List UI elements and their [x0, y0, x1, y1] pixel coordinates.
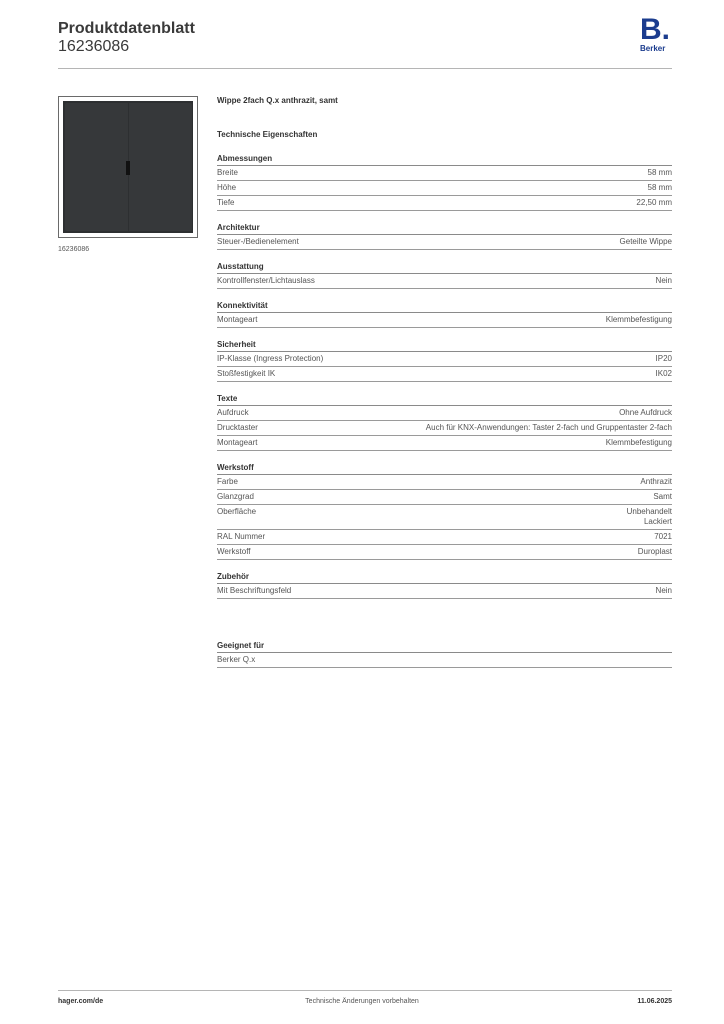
spec-label: Glanzgrad — [217, 492, 254, 501]
section-title: Texte — [217, 392, 672, 406]
spec-value-text: Anthrazit — [640, 477, 672, 486]
footer-center-text: Technische Änderungen vorbehalten — [305, 998, 419, 1005]
product-name: Wippe 2fach Q.x anthrazit, samt — [217, 96, 338, 105]
spec-value — [648, 183, 672, 193]
spec-label: Tiefe — [217, 198, 235, 207]
spec-value — [606, 315, 672, 325]
spec-label: Aufdruck — [217, 408, 249, 417]
spec-label: Farbe — [217, 477, 238, 486]
spec-sections — [217, 152, 672, 599]
spec-row — [217, 274, 672, 289]
spec-row — [217, 653, 672, 668]
spec-label: IP-Klasse (Ingress Protection) — [217, 354, 324, 363]
spec-value — [656, 276, 672, 286]
spec-value — [619, 408, 672, 418]
spec-value-text: 58 mm — [647, 183, 672, 192]
spec-value-text: 7021 — [654, 532, 672, 541]
spec-value — [627, 507, 672, 527]
spec-label: Steuer-/Bedienelement — [217, 237, 299, 246]
footer-date: 11.06.2025 — [637, 998, 672, 1005]
tech-heading: Technische Eigenschaften — [217, 130, 318, 139]
spec-row — [217, 475, 672, 490]
spec-row — [217, 406, 672, 421]
spec-label: Mit Beschriftungsfeld — [217, 586, 292, 595]
footer-divider — [58, 990, 672, 991]
section-title: Abmessungen — [217, 152, 672, 166]
spec-row — [217, 436, 672, 451]
section-title: Geeignet für — [217, 639, 672, 653]
spec-value-text: Nein — [655, 276, 672, 285]
footer-link[interactable]: hager.com/de — [58, 998, 104, 1005]
section-title: Ausstattung — [217, 260, 672, 274]
spec-label: Stoßfestigkeit IK — [217, 369, 276, 378]
spec-section — [217, 570, 672, 599]
spec-row — [217, 584, 672, 599]
spec-value-text: Auch für KNX-Anwendungen: Taster 2-fach und Gruppentaster 2-fach — [425, 423, 672, 432]
spec-label: Kontrollfenster/Lichtauslass — [217, 276, 315, 285]
suitable-section — [217, 639, 672, 668]
spec-value-text: IP20 — [655, 354, 672, 363]
spec-value-text: 22,50 mm — [636, 198, 672, 207]
spec-row — [217, 352, 672, 367]
spec-row — [217, 235, 672, 250]
spec-value — [656, 354, 672, 364]
spec-label: Werkstoff — [217, 547, 251, 556]
spec-row — [217, 530, 672, 545]
spec-label: Höhe — [217, 183, 237, 192]
section-title: Zubehör — [217, 570, 672, 584]
spec-label: Montageart — [217, 315, 258, 324]
spec-value — [656, 586, 672, 596]
spec-row — [217, 313, 672, 328]
spec-row — [217, 181, 672, 196]
product-image — [58, 96, 198, 238]
spec-section — [217, 392, 672, 451]
spec-value — [638, 547, 672, 557]
spec-value-text: Geteilte Wippe — [619, 237, 672, 246]
spec-value-text: IK02 — [655, 369, 672, 378]
double-rocker-switch-icon — [63, 101, 193, 233]
article-number: 16236086 — [58, 38, 130, 55]
logo-text: Berker — [640, 44, 666, 53]
spec-section — [217, 221, 672, 250]
spec-value — [426, 423, 672, 433]
spec-section — [217, 299, 672, 328]
spec-section — [217, 152, 672, 211]
spec-value-text: Duroplast — [637, 547, 672, 556]
spec-row — [217, 166, 672, 181]
spec-value-text: Lackiert — [643, 517, 672, 526]
spec-value-text: 58 mm — [647, 168, 672, 177]
spec-label: Montageart — [217, 438, 258, 447]
spec-value-text: Unbehandelt — [626, 507, 672, 516]
spec-row — [217, 545, 672, 560]
spec-row — [217, 367, 672, 382]
spec-row — [217, 196, 672, 211]
spec-content — [217, 94, 672, 668]
spec-row — [217, 490, 672, 505]
rocker-right — [129, 103, 192, 231]
spec-label: Breite — [217, 168, 238, 177]
spec-label: Oberfläche — [217, 507, 257, 516]
image-caption: 16236086 — [58, 246, 90, 253]
spec-value-text: Klemmbefestigung — [605, 315, 672, 324]
spec-label: Drucktaster — [217, 423, 258, 432]
spec-value-text: Klemmbefestigung — [605, 438, 672, 447]
spec-value — [606, 438, 672, 448]
spec-label: Berker Q.x — [217, 655, 256, 664]
page-title: Produktdatenblatt — [58, 20, 195, 37]
spec-value — [648, 168, 672, 178]
section-title: Sicherheit — [217, 338, 672, 352]
spec-value — [640, 477, 672, 487]
spec-value — [620, 237, 672, 247]
section-title: Architektur — [217, 221, 672, 235]
spec-value — [654, 532, 672, 542]
rocker-left — [65, 103, 128, 231]
header-divider — [58, 68, 672, 69]
spec-section — [217, 461, 672, 560]
spec-section — [217, 260, 672, 289]
logo-letter: B. — [640, 13, 670, 46]
spec-value — [653, 492, 672, 502]
berker-logo — [640, 13, 676, 56]
spec-value-text: Nein — [655, 586, 672, 595]
spec-label: RAL Nummer — [217, 532, 266, 541]
spec-value-text: Samt — [653, 492, 672, 501]
spec-value-text: Ohne Aufdruck — [619, 408, 672, 417]
rocker-notch — [126, 161, 130, 175]
section-title: Werkstoff — [217, 461, 672, 475]
spec-value — [636, 198, 672, 208]
spec-row — [217, 421, 672, 436]
spec-value — [656, 369, 672, 379]
spec-row — [217, 505, 672, 530]
section-title: Konnektivität — [217, 299, 672, 313]
spec-section — [217, 338, 672, 382]
